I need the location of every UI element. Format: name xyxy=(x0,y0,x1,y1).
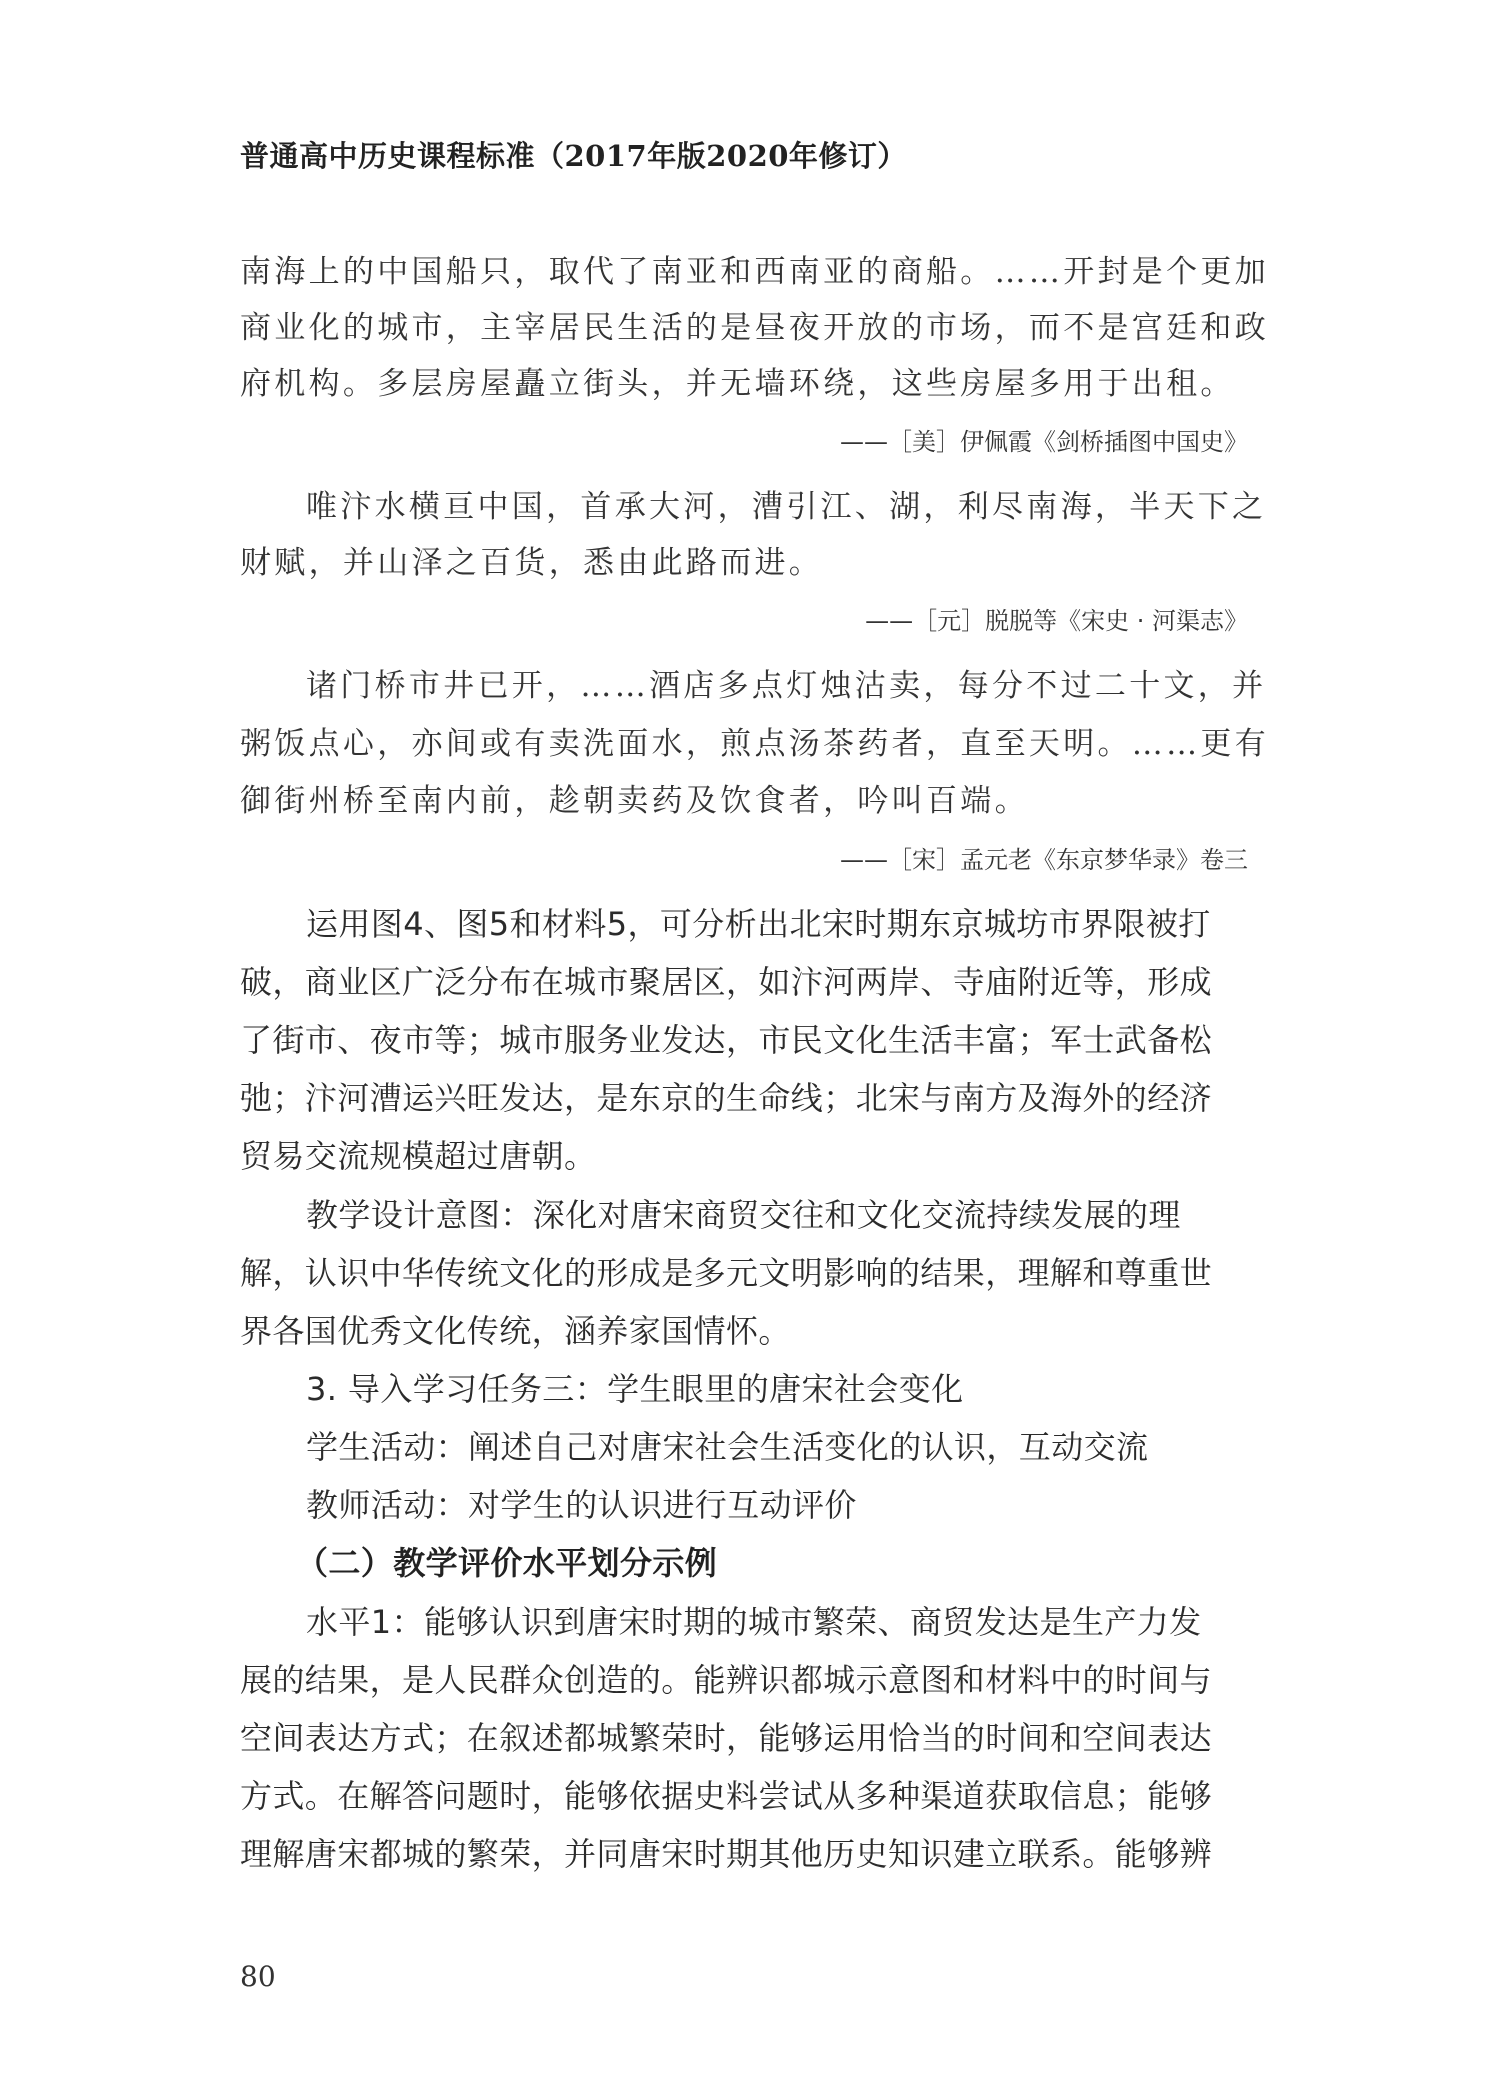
intent-line: 解，认识中华传统文化的形成是多元文明影响的结果，理解和尊重世 xyxy=(240,1254,1213,1292)
analysis-line: 弛；汴河漕运兴旺发达，是东京的生命线；北宋与南方及海外的经济 xyxy=(240,1079,1213,1117)
quote2-line: 唯汴水横亘中国，首承大河，漕引江、湖，利尽南海，半天下之 xyxy=(306,489,1267,525)
level1-line: 空间表达方式；在叙述都城繁荣时，能够运用恰当的时间和空间表达 xyxy=(240,1719,1213,1757)
quote3-source: ——［宋］孟元老《东京梦华录》卷三 xyxy=(840,846,1248,874)
analysis-line: 破，商业区广泛分布在城市聚居区，如汴河两岸、寺庙附近等，形成 xyxy=(240,963,1213,1001)
student-activity: 学生活动：阐述自己对唐宋社会生活变化的认识，互动交流 xyxy=(306,1428,1149,1466)
quote1-line: 府机构。多层房屋矗立街头，并无墙环绕，这些房屋多用于出租。 xyxy=(240,366,1235,402)
page-number: 80 xyxy=(240,1960,276,1993)
quote2-source: ——［元］脱脱等《宋史 · 河渠志》 xyxy=(865,607,1248,635)
quote2-line: 财赋，并山泽之百货，悉由此路而进。 xyxy=(240,545,824,581)
analysis-line: 贸易交流规模超过唐朝。 xyxy=(240,1137,597,1175)
quote3-line: 粥饭点心，亦间或有卖洗面水，煎点汤茶药者，直至天明。……更有 xyxy=(240,726,1269,762)
level1-line: 理解唐宋都城的繁荣，并同唐宋时期其他历史知识建立联系。能够辨 xyxy=(240,1835,1213,1873)
quote1-line: 商业化的城市，主宰居民生活的是昼夜开放的市场，而不是宫廷和政 xyxy=(240,310,1269,346)
quote1-source: ——［美］伊佩霞《剑桥插图中国史》 xyxy=(840,428,1248,456)
task3-heading: 3. 导入学习任务三：学生眼里的唐宋社会变化 xyxy=(306,1370,964,1408)
teacher-activity: 教师活动：对学生的认识进行互动评价 xyxy=(306,1486,857,1524)
running-header: 普通高中历史课程标准（2017年版2020年修订） xyxy=(240,139,907,173)
level1-line: 方式。在解答问题时，能够依据史料尝试从多种渠道获取信息；能够 xyxy=(240,1777,1213,1815)
quote1-line: 南海上的中国船只，取代了南亚和西南亚的商船。……开封是个更加 xyxy=(240,254,1269,290)
analysis-line: 了街市、夜市等；城市服务业发达，市民文化生活丰富；军士武备松 xyxy=(240,1021,1213,1059)
analysis-line: 运用图4、图5和材料5，可分析出北宋时期东京城坊市界限被打 xyxy=(306,905,1211,943)
intent-line: 界各国优秀文化传统，涵养家国情怀。 xyxy=(240,1312,791,1350)
intent-line: 教学设计意图：深化对唐宋商贸交往和文化交流持续发展的理 xyxy=(306,1196,1181,1234)
section-heading: （二）教学评价水平划分示例 xyxy=(296,1544,718,1582)
quote3-line: 御街州桥至南内前，趁朝卖药及饮食者，吟叫百端。 xyxy=(240,783,1029,819)
level1-line: 水平1：能够认识到唐宋时期的城市繁荣、商贸发达是生产力发 xyxy=(306,1603,1202,1641)
level1-line: 展的结果，是人民群众创造的。能辨识都城示意图和材料中的时间与 xyxy=(240,1661,1213,1699)
quote3-line: 诸门桥市井已开，……酒店多点灯烛沽卖，每分不过二十文，并 xyxy=(306,668,1267,704)
